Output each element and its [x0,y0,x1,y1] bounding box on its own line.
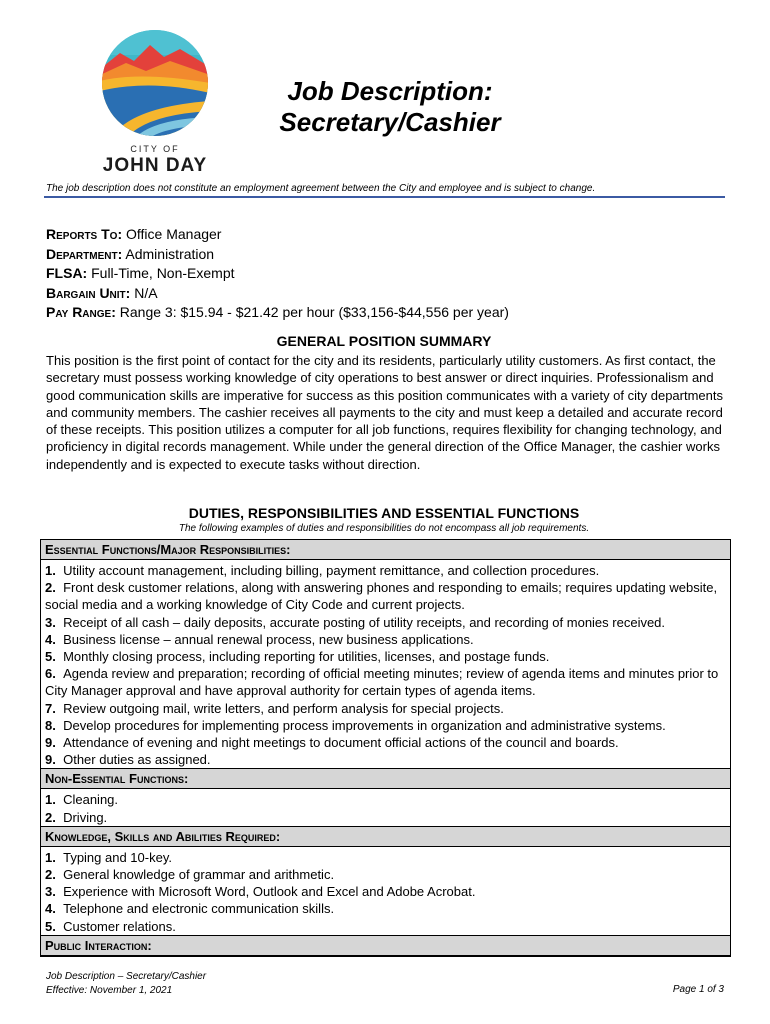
item-text: Develop procedures for implementing process improvements in organization and administrative systems. [63,717,666,733]
list-item [45,866,726,883]
item-number: 7. [45,700,60,716]
footer-info [46,970,206,998]
item-number: 5. [45,918,60,934]
essential-functions-header: Essential Functions/Major Responsibilities: [41,540,730,560]
list-item [45,717,726,734]
bargain-unit-row [46,284,509,304]
pay-range-label: Pay Range: [46,304,116,320]
footer-effective-date: Effective: November 1, 2021 [46,985,173,996]
bargain-unit-label: Bargain Unit: [46,284,131,301]
item-text: General knowledge of grammar and arithmetic. [63,867,335,883]
item-number: 1. [45,849,60,865]
non-essential-functions-list [41,789,730,825]
logo-city-name: JOHN DAY [102,155,208,176]
list-item [45,614,726,631]
list-item [45,631,726,648]
duties-table [40,539,731,957]
item-text: Experience with Microsoft Word, Outlook and Excel and Adobe Acrobat. [63,884,476,900]
list-item [45,562,726,579]
item-number: 4. [45,901,60,917]
item-number: 9. [45,752,60,768]
item-text: Driving. [63,809,108,825]
logo-city-of: CITY OF [130,144,180,154]
page-number: Page 1 of 3 [672,984,724,995]
flsa-row [46,264,509,284]
item-text: Other duties as assigned. [63,752,211,768]
reports-to-label: Reports To: [46,226,123,242]
duties-heading: DUTIES, RESPONSIBILITIES AND ESSENTIAL FUNCTIONS [188,505,580,521]
item-number: 2. [45,580,60,596]
item-text: Attendance of evening and night meetings to document official actions of the council and boards. [63,735,619,751]
list-item [45,900,726,917]
item-number: 4. [45,631,60,647]
list-item [45,579,726,613]
pay-range-value: Range 3: $15.94 - $21.42 per hour ($33,156-$44,556 per year) [119,304,509,320]
department-row [46,245,509,265]
item-number: 2. [45,809,60,825]
item-text: Front desk customer relations, along with answering phones and responding to emails; requires updating website, social media and a working knowledge of City Code and current projects. [45,580,718,613]
list-item [45,791,726,808]
reports-to-row [46,225,509,245]
list-item [45,648,726,665]
item-number: 3. [45,884,60,900]
header-divider [44,196,725,198]
item-number: 5. [45,649,60,665]
item-number: 1. [45,792,60,808]
list-item [45,883,726,900]
city-logo [100,27,210,177]
ksa-list [41,847,730,935]
non-essential-functions-header: Non-Essential Functions: [41,768,730,789]
summary-text: This position is the first point of contact for the city and its residents, particularly utility customers. As first contact, the secretary must possess working knowledge of city operations to best answer or direct inquiries. Professionalism and good communication skills are imperative for success as this position communicates with a variety of city departments and community members. The cashier receives all payments to the city and must keep a detailed and accurate record of these receipts. This position utilizes a computer for all job functions, requires flexibility for changing technology, and proficiency in digital records management. While under the general direction of the Office Manager, the cashier works independently and is expected to execute tasks without direction. [46,353,724,472]
list-item [45,849,726,866]
list-item [45,809,726,826]
item-text: Monthly closing process, including reporting for utilities, licenses, and postage funds. [63,649,550,665]
item-number: 6. [45,666,60,682]
flsa-value: Full-Time, Non-Exempt [91,265,235,281]
item-text: Utility account management, including billing, payment remittance, and collection procedures. [63,563,600,578]
title-line-1: Job Description: [287,76,493,106]
item-number: 9. [45,735,60,751]
ksa-header: Knowledge, Skills and Abilities Required: [41,826,730,847]
item-number: 3. [45,614,60,630]
item-text: Review outgoing mail, write letters, and perform analysis for special projects. [63,700,504,716]
department-value: Administration [125,245,215,262]
item-text: Typing and 10-key. [63,849,172,865]
list-item [45,734,726,751]
bargain-unit-value: N/A [134,284,158,301]
job-meta [46,225,509,323]
item-number: 2. [45,867,60,883]
john-day-landscape-icon [100,27,210,139]
item-number: 1. [45,563,60,578]
title-line-2: Secretary/Cashier [279,107,501,137]
item-text: Agenda review and preparation; recording of official meeting minutes; review of agenda items and minutes prior to City Manager approval and have approval authority for certain types of agenda items. [45,666,719,699]
item-text: Cleaning. [63,792,119,808]
list-item [45,700,726,717]
reports-to-value: Office Manager [126,226,222,242]
essential-functions-list [41,560,730,768]
disclaimer: The job description does not constitute an employment agreement between the City and employee and is subject to change. [46,183,596,194]
public-interaction-header: Public Interaction: [41,935,730,956]
list-item [45,918,726,935]
duties-note: The following examples of duties and responsibilities do not encompass all job requirements. [178,523,590,534]
list-item [45,751,726,768]
department-label: Department: [46,245,123,262]
item-text: Customer relations. [63,918,176,934]
flsa-label: FLSA: [46,265,88,281]
item-number: 8. [45,717,60,733]
summary-heading: GENERAL POSITION SUMMARY [276,333,492,349]
footer-doc-name: Job Description – Secretary/Cashier [46,971,207,982]
item-text: Business license – annual renewal process, new business applications. [63,631,474,647]
item-text: Receipt of all cash – daily deposits, accurate posting of utility receipts, and recording of monies received. [63,614,666,630]
page-title [270,76,510,138]
list-item [45,665,726,699]
pay-range-row [46,303,509,323]
item-text: Telephone and electronic communication skills. [63,901,335,917]
